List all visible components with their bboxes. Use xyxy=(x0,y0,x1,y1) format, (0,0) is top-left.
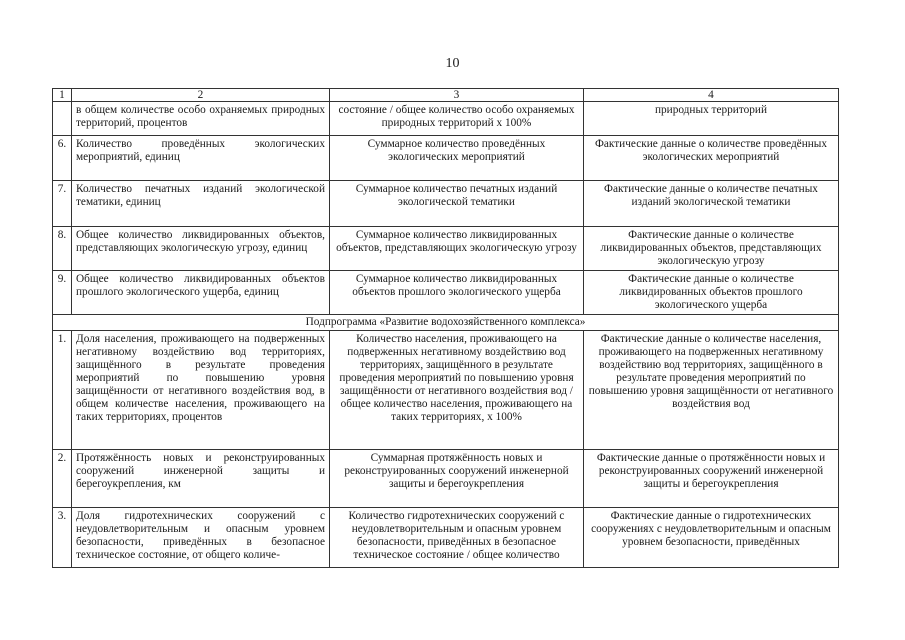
column-header-1: 1 xyxy=(53,89,72,102)
table-row xyxy=(53,331,839,450)
calculation-method: Суммарное количество проведённых экологических мероприятий xyxy=(330,136,584,181)
subprogram-row xyxy=(53,315,839,331)
table-row xyxy=(53,271,839,315)
data-source: Фактические данные о гидротехнических сооружениях с неудовлетворительным и опасным уровнем безопасности, приведённых xyxy=(584,508,839,568)
indicator-name: Доля гидротехнических сооружений с неудовлетворительным и опасным уровнем безопасности, приведённых в безопасное техническое состояние, от общего количе- xyxy=(72,508,330,568)
table-row xyxy=(53,450,839,508)
calculation-method: состояние / общее количество особо охраняемых природных территорий х 100% xyxy=(330,102,584,136)
row-number: 3. xyxy=(53,508,72,568)
indicator-table xyxy=(52,88,839,568)
table-row xyxy=(53,102,839,136)
row-number: 1. xyxy=(53,331,72,450)
table-row xyxy=(53,508,839,568)
indicator-name: Общее количество ликвидированных объектов, представляющих экологическую угрозу, единиц xyxy=(72,227,330,271)
row-number: 8. xyxy=(53,227,72,271)
calculation-method: Суммарное количество печатных изданий экологической тематики xyxy=(330,181,584,227)
calculation-method: Количество гидротехнических сооружений с неудовлетворительным и опасным уровнем безопасности, приведённых в безопасное техническое состояние / общее количество xyxy=(330,508,584,568)
calculation-method: Суммарная протяжённость новых и реконструированных сооружений инженерной защиты и берегоукрепления xyxy=(330,450,584,508)
column-header-2: 2 xyxy=(72,89,330,102)
table-row xyxy=(53,136,839,181)
indicator-name: Протяжённость новых и реконструированных сооружений инженерной защиты и берегоукрепления, км xyxy=(72,450,330,508)
page-number: 10 xyxy=(445,56,460,71)
column-header-3: 3 xyxy=(330,89,584,102)
data-source: Фактические данные о протяжённости новых и реконструированных сооружений инженерной защиты и берегоукрепления xyxy=(584,450,839,508)
calculation-method: Суммарное количество ликвидированных объектов, представляющих экологическую угрозу xyxy=(330,227,584,271)
indicator-name: Доля населения, проживающего на подверженных негативному воздействию вод территориях, защищённого в результате проведения мероприятий по повышению уровня защищённости от негативного воздействия вод, в общем количестве населения, проживающего на таких территориях, процентов xyxy=(72,331,330,450)
row-number xyxy=(53,102,72,136)
column-header-4: 4 xyxy=(584,89,839,102)
table-row xyxy=(53,227,839,271)
data-source: Фактические данные о количестве проведённых экологических мероприятий xyxy=(584,136,839,181)
calculation-method: Суммарное количество ликвидированных объектов прошлого экологического ущерба xyxy=(330,271,584,315)
data-source: природных территорий xyxy=(584,102,839,136)
calculation-method: Количество населения, проживающего на подверженных негативному воздействию вод территориях, защищённого в результате проведения мероприятий по повышению уровня защищённости от негативного воздействия вод / общее количество населения, проживающего на таких территориях, х 100% xyxy=(330,331,584,450)
data-source: Фактические данные о количестве населения, проживающего на подверженных негативному воздействию вод территориях, защищённого в результате проведения мероприятий по повышению уровня защищённости от негативного воздействия вод xyxy=(584,331,839,450)
subprogram-title: Подпрограмма «Развитие водохозяйственного комплекса» xyxy=(53,315,839,331)
row-number: 9. xyxy=(53,271,72,315)
table-row xyxy=(53,181,839,227)
data-source: Фактические данные о количестве ликвидированных объектов прошлого экологического ущерба xyxy=(584,271,839,315)
data-source: Фактические данные о количестве печатных изданий экологической тематики xyxy=(584,181,839,227)
indicator-name: в общем количестве особо охраняемых природных территорий, процентов xyxy=(72,102,330,136)
row-number: 7. xyxy=(53,181,72,227)
data-source: Фактические данные о количестве ликвидированных объектов, представляющих экологическую угрозу xyxy=(584,227,839,271)
indicator-name: Общее количество ликвидированных объектов прошлого экологического ущерба, единиц xyxy=(72,271,330,315)
table-header-row xyxy=(53,89,839,102)
row-number: 2. xyxy=(53,450,72,508)
row-number: 6. xyxy=(53,136,72,181)
indicator-name: Количество проведённых экологических мероприятий, единиц xyxy=(72,136,330,181)
indicator-name: Количество печатных изданий экологической тематики, единиц xyxy=(72,181,330,227)
